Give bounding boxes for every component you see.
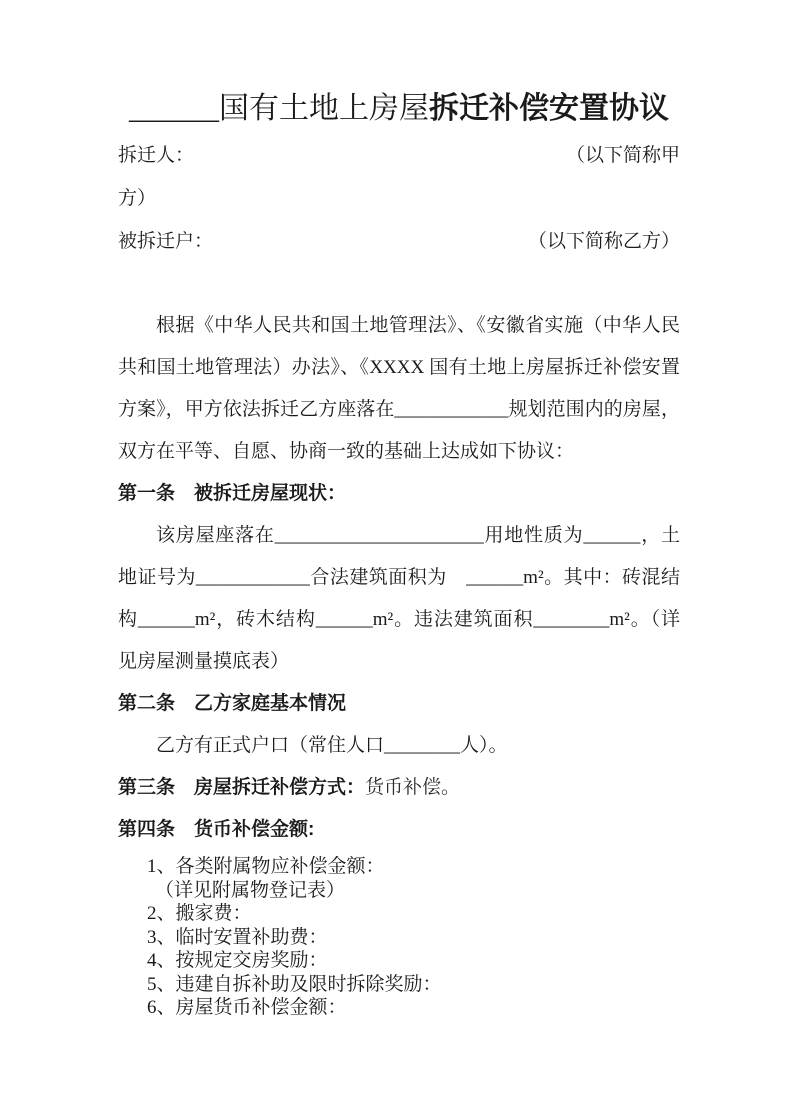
- list-item-temporary-resettlement-subsidy: 3、临时安置补助费：: [147, 926, 328, 948]
- list-item-attachments: 1、各类附属物应补偿金额：: [147, 856, 385, 877]
- party-line-demolished-household: [118, 220, 680, 263]
- demolished-household-label: 被拆迁户：: [118, 231, 214, 252]
- party-line-wrap: [118, 177, 680, 220]
- list-item-monetary-compensation-amount: 6、房屋货币补偿金额：: [147, 997, 347, 1018]
- preamble-paragraph: 根据《中华人民共和国土地管理法》、《安徽省实施（中华人民共和国土地管理法）办法》、《XXXX 国有土地上房屋拆迁补偿安置方案》，甲方依法拆迁乙方座落在____________规划范围内的房屋，双方在平等、自愿、协商一致的基础上达成如下协议：: [118, 315, 680, 462]
- article-2-body: 乙方有正式户口（常住人口________人）。: [156, 735, 508, 756]
- article-3-heading-bold: 第三条 房屋拆迁补偿方式：: [118, 777, 366, 798]
- title-bold-text: 拆迁补偿安置协议: [429, 92, 669, 125]
- demolisher-alias-note: （以下简称甲: [565, 145, 680, 166]
- article-2-heading: 第二条 乙方家庭基本情况: [118, 693, 347, 714]
- document-title: [118, 86, 680, 132]
- article-4-heading: 第四条 货币补偿金额:: [118, 819, 315, 840]
- alias-note-wrap: 方）: [118, 188, 157, 209]
- article-3-compensation-method: 货币补偿。: [365, 777, 461, 798]
- list-item-self-demolition-reward: 5、违建自拆补助及限时拆除奖励：: [147, 973, 442, 995]
- list-item-on-time-handover-reward: 4、按规定交房奖励：: [147, 950, 328, 971]
- article-1-heading: 第一条 被拆迁房屋现状：: [118, 483, 347, 504]
- compensation-items-list: [147, 855, 680, 1020]
- demolished-household-alias-note: （以下简称乙方）: [527, 231, 680, 252]
- title-normal-text: 国有土地上房屋: [219, 92, 429, 125]
- title-blank-line: ______: [129, 92, 219, 125]
- article-1-body: 该房屋座落在______________________用地性质为______，土地证号为____________合法建筑面积为 ______m²。其中：砖混结构______m²，砖木结构______m²。违法建筑面积________m²。（详见房屋测量摸底表）: [118, 525, 680, 672]
- demolisher-label: 拆迁人：: [118, 145, 195, 166]
- list-item-moving-fee: 2、搬家费：: [147, 903, 252, 924]
- article-3-heading: [118, 767, 680, 809]
- list-item-attachments-note: （详见附属物登记表）: [155, 879, 346, 901]
- party-line-demolisher: [118, 134, 680, 177]
